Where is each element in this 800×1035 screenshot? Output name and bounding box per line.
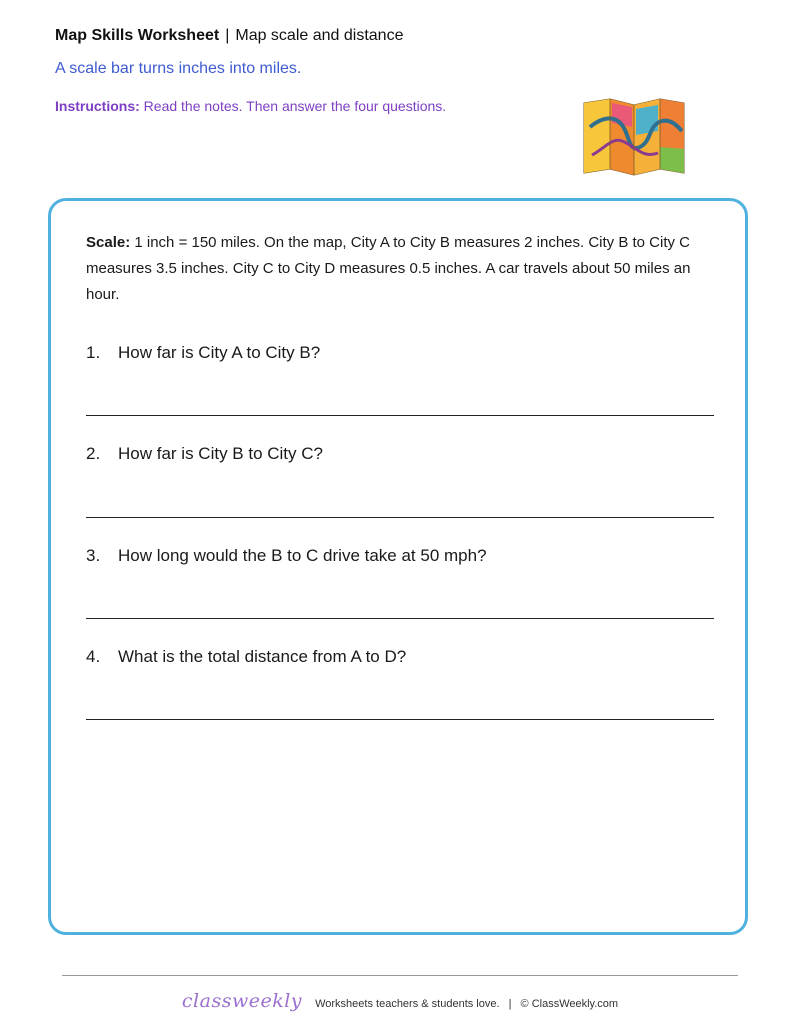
header-separator: |: [225, 27, 230, 44]
brand-logo: classweekly: [181, 990, 303, 1012]
question-number: 3.: [86, 546, 101, 565]
footer-tagline: Worksheets teachers & students love.: [315, 998, 500, 1010]
question-3: [86, 545, 714, 567]
instructions-text: Read the notes. Then answer the four questions.: [143, 98, 447, 114]
footer-copyright: © ClassWeekly.com: [520, 998, 619, 1010]
folded-map-icon: [582, 97, 686, 177]
question-text: How far is City A to City B?: [118, 343, 321, 362]
question-number: 4.: [86, 647, 101, 666]
answer-line[interactable]: [86, 415, 714, 416]
scale-notes-label: Scale:: [86, 234, 131, 251]
worksheet-title: Map Skills Worksheet: [55, 27, 220, 44]
question-4: [86, 646, 714, 668]
question-text: How long would the B to C drive take at 50 mph?: [118, 546, 487, 565]
question-number: 1.: [86, 343, 101, 362]
instructions-label: Instructions:: [55, 98, 140, 114]
question-number: 2.: [86, 444, 101, 463]
answer-line[interactable]: [86, 719, 714, 720]
question-1: [86, 342, 714, 364]
question-text: How far is City B to City C?: [118, 444, 323, 463]
footer: [0, 990, 800, 1012]
footer-separator: |: [508, 998, 512, 1010]
scale-notes: [86, 230, 711, 308]
worksheet-topic: Map scale and distance: [235, 27, 404, 44]
worksheet-header: [55, 25, 755, 47]
header-title-line: [55, 25, 755, 47]
answer-line[interactable]: [86, 618, 714, 619]
instructions: [55, 98, 446, 114]
scale-notes-text: 1 inch = 150 miles. On the map, City A to City B measures 2 inches. City B to City C measures 3.5 inches. City C to City D measures 0.5 inches. A car travels about 50 miles an hour.: [86, 234, 691, 303]
question-text: What is the total distance from A to D?: [118, 647, 407, 666]
answer-line[interactable]: [86, 517, 714, 518]
footer-divider: [62, 975, 738, 976]
worksheet-subtitle: A scale bar turns inches into miles.: [55, 60, 302, 77]
question-2: [86, 443, 714, 465]
